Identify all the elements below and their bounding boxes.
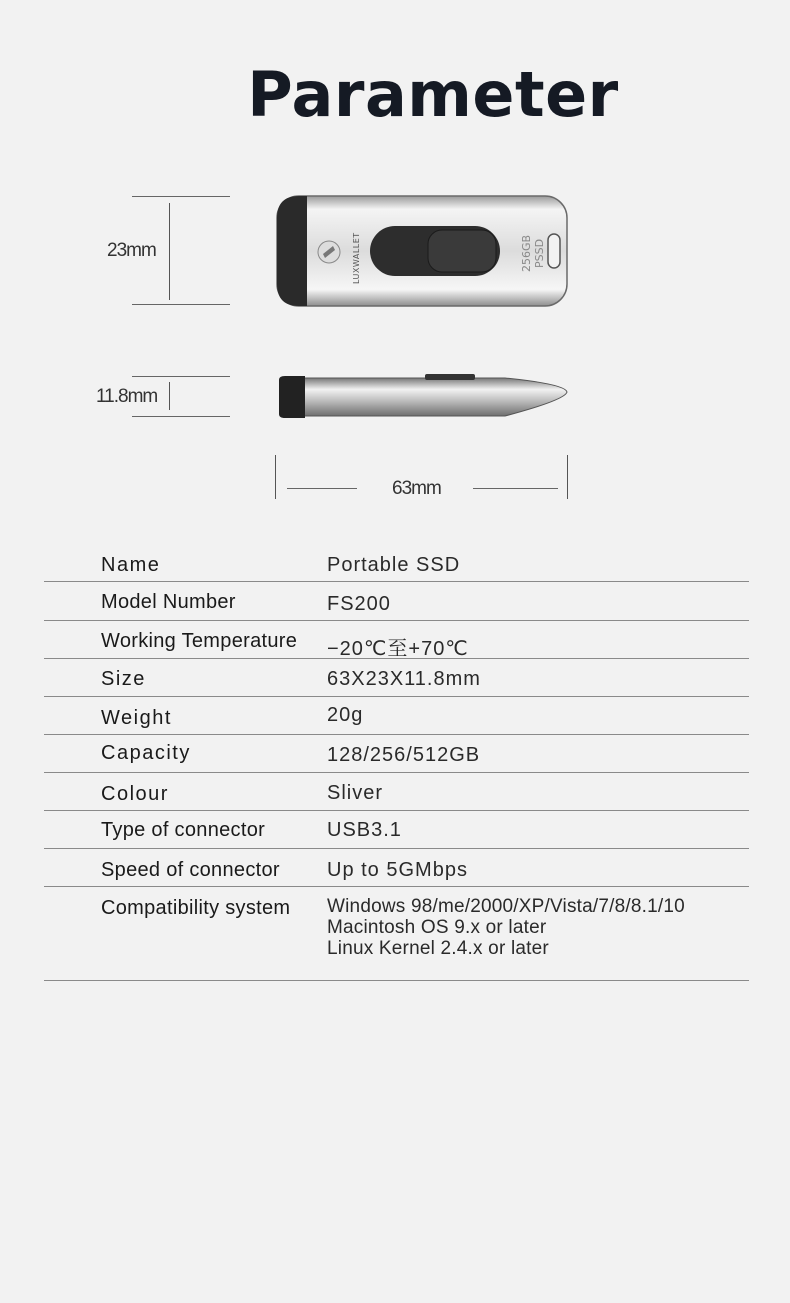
spec-key: Type of connector	[101, 819, 266, 841]
dim-thick-bottom-line	[132, 416, 230, 417]
thickness-label: 11.8mm	[96, 386, 158, 407]
spec-row	[44, 887, 749, 981]
spec-value: Portable SSD	[327, 554, 461, 576]
spec-row	[44, 773, 749, 811]
spec-key: Size	[101, 668, 146, 690]
compat-line: Linux Kernel 2.4.x or later	[327, 938, 549, 959]
spec-value: 128/256/512GB	[327, 744, 481, 766]
dim-length-right-bar	[567, 455, 568, 499]
spec-value: FS200	[327, 593, 391, 615]
spec-row	[44, 659, 749, 697]
ssd-side-image	[275, 370, 571, 422]
page-title: Parameter	[247, 58, 619, 131]
dim-length-left-bar	[275, 455, 276, 499]
device-model-text: PSSD	[533, 238, 546, 268]
compat-line: Windows 98/me/2000/XP/Vista/7/8/8.1/10	[327, 896, 685, 917]
spec-row	[44, 735, 749, 773]
spec-value-multiline	[327, 896, 685, 959]
dim-height-bar	[169, 203, 170, 300]
spec-value: Up to 5GMbps	[327, 859, 468, 881]
dim-bottom-line	[132, 304, 230, 305]
spec-value: USB3.1	[327, 819, 402, 841]
spec-value: 20g	[327, 704, 364, 726]
dim-thickness-bar	[169, 382, 170, 410]
spec-row	[44, 811, 749, 849]
compat-line: Macintosh OS 9.x or later	[327, 917, 547, 938]
dim-length-right-line	[473, 488, 558, 489]
spec-value: Sliver	[327, 782, 384, 804]
spec-key: Compatibility system	[101, 897, 291, 919]
spec-key: Colour	[101, 783, 169, 805]
length-label: 63mm	[392, 478, 441, 499]
spec-row	[44, 621, 749, 659]
dim-thick-top-line	[132, 376, 230, 377]
dim-top-line	[132, 196, 230, 197]
spec-key: Capacity	[101, 742, 191, 764]
spec-key: Speed of connector	[101, 859, 280, 881]
spec-row	[44, 582, 749, 621]
spec-key: Name	[101, 554, 161, 576]
height-label: 23mm	[107, 240, 156, 261]
spec-value: 63X23X11.8mm	[327, 668, 481, 690]
spec-row	[44, 697, 749, 735]
ssd-front-image	[275, 194, 571, 308]
spec-row	[44, 545, 749, 582]
spec-key: Model Number	[101, 591, 236, 613]
device-capacity-text: 256GB	[520, 234, 533, 272]
device-brand-text: LUXWALLET	[352, 232, 361, 284]
spec-key: Weight	[101, 707, 172, 729]
spec-table	[44, 545, 749, 981]
spec-row	[44, 849, 749, 887]
spec-value: −20℃至+70℃	[327, 638, 469, 660]
spec-key: Working Temperature	[101, 630, 298, 652]
dim-length-left-line	[287, 488, 357, 489]
